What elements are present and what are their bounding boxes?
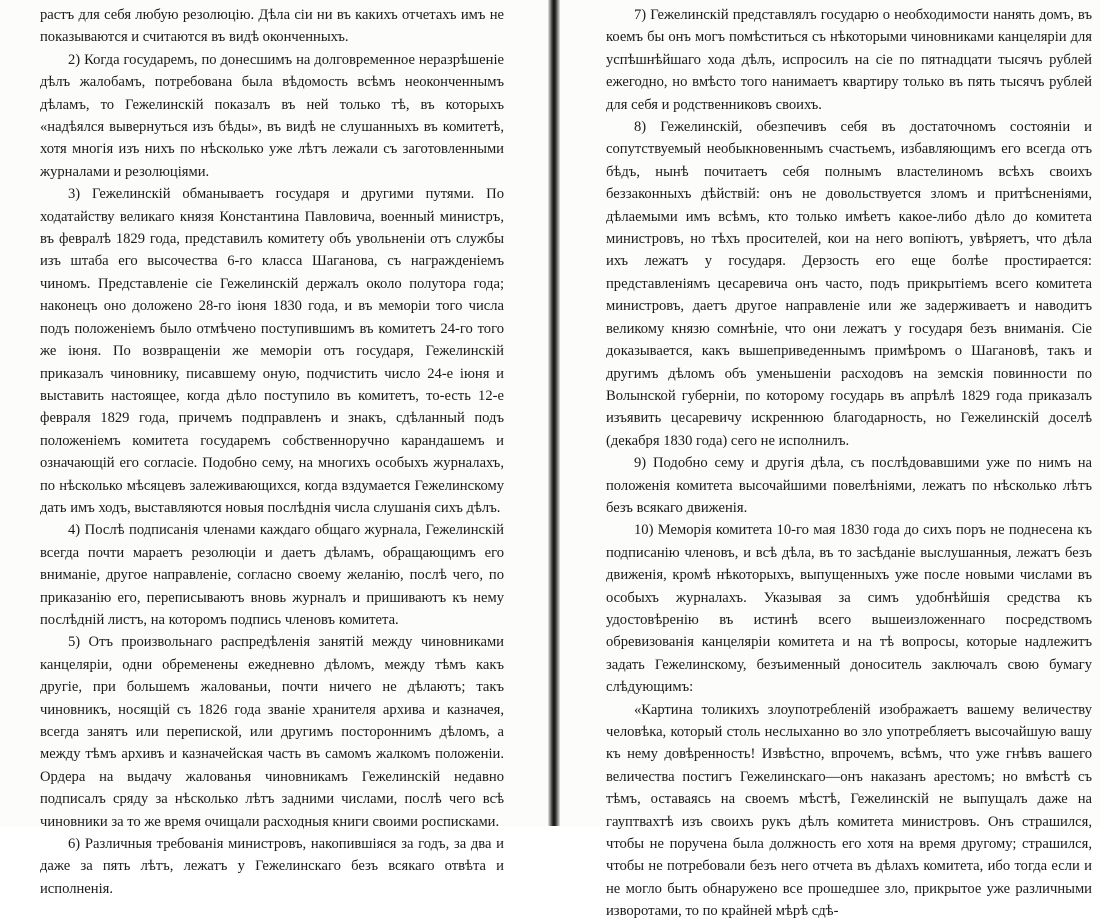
paragraph: 7) Гежелинскій представлялъ государю о необходимости нанять домъ, въ коемъ бы онъ могъ помѣститься съ нѣкоторыми чиновниками канцеляріи для успѣшнѣйшаго хода дѣлъ, испросилъ на сіе по пятнадцати тысячъ рублей ежегодно, но вмѣсто того нанимаетъ квартиру только въ пять тысячъ рублей для себя и родственниковъ своихъ.	[606, 7, 1092, 113]
paragraph: растъ для себя любую резолюцію. Дѣла сіи ни въ какихъ отчетахъ имъ не показываются и считаются въ видѣ оконченныхъ.	[40, 7, 504, 46]
paragraph: «Картина толикихъ злоупотребленій изображаетъ вашему величеству человѣка, который столь неслыханно во зло употребляетъ высочайшую вашу къ нему довѣренность! Извѣстно, впрочемъ, всѣмъ, что уже гнѣвъ вашего величества постигъ Гежелинскаго—онъ наказанъ арестомъ; но вмѣстѣ съ тѣмъ, оставаясь на своемъ мѣстѣ, Гежелинскій не выпущалъ даже на гауптвахтѣ изъ своихъ рукъ дѣлъ комитета министровъ. Онъ страшился, чтобы не поручена была должность его хотя на время другому; страшился, чтобы не потребовали безъ него отчета въ дѣлахъ комитета, ибо тогда если и не могло быть обнаружено все прошедшее зло, прикрытое уже различными изворотами, то по крайней мѣрѣ сдѣ-	[606, 701, 1092, 920]
right-page	[560, 0, 1100, 920]
paragraph: 6) Различныя требованія министровъ, накопившіяся за годъ, за два и даже за пять лѣтъ, лежатъ у Гежелинскаго безъ всякаго отвѣта и исполненія.	[40, 836, 504, 897]
left-page	[0, 0, 548, 897]
paragraph: 3) Гежелинскій обманываетъ государя и другими путями. По ходатайству великаго князя Константина Павловича, военный министръ, въ февралѣ 1829 года, представилъ комитету объ увольненіи отъ службы изъ штаба его высочества 6-го класса Шаганова, съ награжденіемъ чиномъ. Представленіе сіе Гежелинскій держалъ около полутора года; наконецъ оно доложено 28-го іюня 1830 года, и въ меморіи того числа подъ положеніемъ было отмѣчено поступившимъ въ комитетъ 24-го того же іюня. По возвращеніи же меморіи отъ государя, Гежелинскій приказалъ чиновнику, писавшему оную, подчистить число 24-е іюня и выставить настоящее, когда дѣло поступило въ комитетъ, то-есть 12-е февраля 1829 года, причемъ подправленъ и знакъ, сдѣланный подъ положеніемъ комитета государемъ собственноручно карандашемъ и означающій его согласіе. Подобно сему, на многихъ особыхъ журналахъ, по нѣсколько мѣсяцевъ залеживающихся, когда вздумается Гежелинскому дать имъ ходъ, выставляются новыя послѣднія числа слушанія сихъ дѣлъ.	[40, 186, 504, 516]
paragraph: 10) Меморія комитета 10-го мая 1830 года до сихъ поръ не поднесена къ подписанію членовъ, и всѣ дѣла, въ то засѣданіе выслушанныя, лежатъ безъ движенія, кромѣ нѣкоторыхъ, выпущенныхъ уже после новыми числами въ особыхъ журналахъ. Указывая за симъ удобнѣйшія средства къ удостовѣренію въ истинѣ всего вышеизложеннаго посредствомъ обревизованія канцеляріи комитета и на тѣ вопросы, которые надлежитъ задать Гежелинскому, безъименный доноситель заключалъ свою бумагу слѣдующимъ:	[606, 522, 1092, 696]
paragraph: 8) Гежелинскій, обезпечивъ себя въ достаточномъ состояніи и сопутствуемый необыкновеннымъ счастьемъ, избавляющимъ его всегда отъ бѣдъ, нынѣ почитаетъ себя полнымъ властелиномъ всѣхъ своихъ беззаконныхъ дѣйствій: онъ не довольствуется зломъ и притѣсненіями, дѣлаемыми имъ всѣмъ, кто только имѣетъ какое-либо дѣло до комитета министровъ, но тѣхъ просителей, кои на него вопіютъ, увѣряетъ, что дѣла ихъ лежатъ у государя. Дерзость его еще болѣе простирается: представленіямъ цесаревича онъ часто, подъ прикрытіемъ всего комитета министровъ, даетъ другое направленіе или же задерживаетъ и наводитъ великому князю сомнѣніе, что они лежатъ у государя безъ вниманія. Сіе доказывается, какъ вышеприведеннымъ примѣромъ о Шагановѣ, такъ и другимъ дѣломъ объ уменьшеніи расходовъ на земскія повинности по Волынской губерніи, по которому государь въ апрѣлѣ 1829 года приказалъ изъявить цесаревичу искреннюю благодарность, но Гежелинскій доселѣ (декабря 1830 года) сего не исполнилъ.	[606, 119, 1092, 449]
paragraph: 4) Послѣ подписанія членами каждаго общаго журнала, Гежелинскій всегда почти мараетъ резолюціи и даетъ дѣламъ, обращающимъ его вниманіе, другое направленіе, согласно своему желанію, послѣ чего, по приказанію его, переписываютъ вновь журналъ и пришиваютъ къ нему послѣдній листъ, на которомъ подпись членовъ комитета.	[40, 522, 504, 628]
paragraph: 5) Отъ произвольнаго распредѣленія занятій между чиновниками канцеляріи, одни обременены ежедневно дѣломъ, между тѣмъ какъ другіе, при большемъ жалованьи, почти ничего не дѣлаютъ; такъ чиновникъ, носящій съ 1826 года званіе хранителя архива и казначея, всегда занятъ или перепиской, или другимъ постороннимъ дѣломъ, а между тѣмъ архивъ и казначейская часть въ самомъ жалкомъ положеніи. Ордера на выдачу жалованья чиновникамъ Гежелинскій недавно подписалъ сряду за нѣсколько лѣтъ задними числами, послѣ чего всѣ чиновники за то же время очищали расходныя книги своими росписками.	[40, 634, 504, 830]
paragraph: 2) Когда государемъ, по донесшимъ на долговременное неразрѣшеніе дѣлъ жалобамъ, потребована была вѣдомость всѣмъ неоконченнымъ дѣламъ, то Гежелинскій показалъ въ ней только тѣ, въ которыхъ «надѣялся вывернуться изъ бѣды», въ видѣ не слушанныхъ въ комитетѣ, хотя многія изъ нихъ по нѣсколько уже лѣтъ лежали съ заготовленными журналами и резолюціями.	[40, 51, 504, 180]
book-gutter	[548, 0, 560, 826]
paragraph: 9) Подобно сему и другія дѣла, съ послѣдовавшими уже по нимъ на положенія комитета высочайшими повелѣніями, лежатъ по нѣсколько лѣтъ безъ всякаго движенія.	[606, 455, 1092, 516]
